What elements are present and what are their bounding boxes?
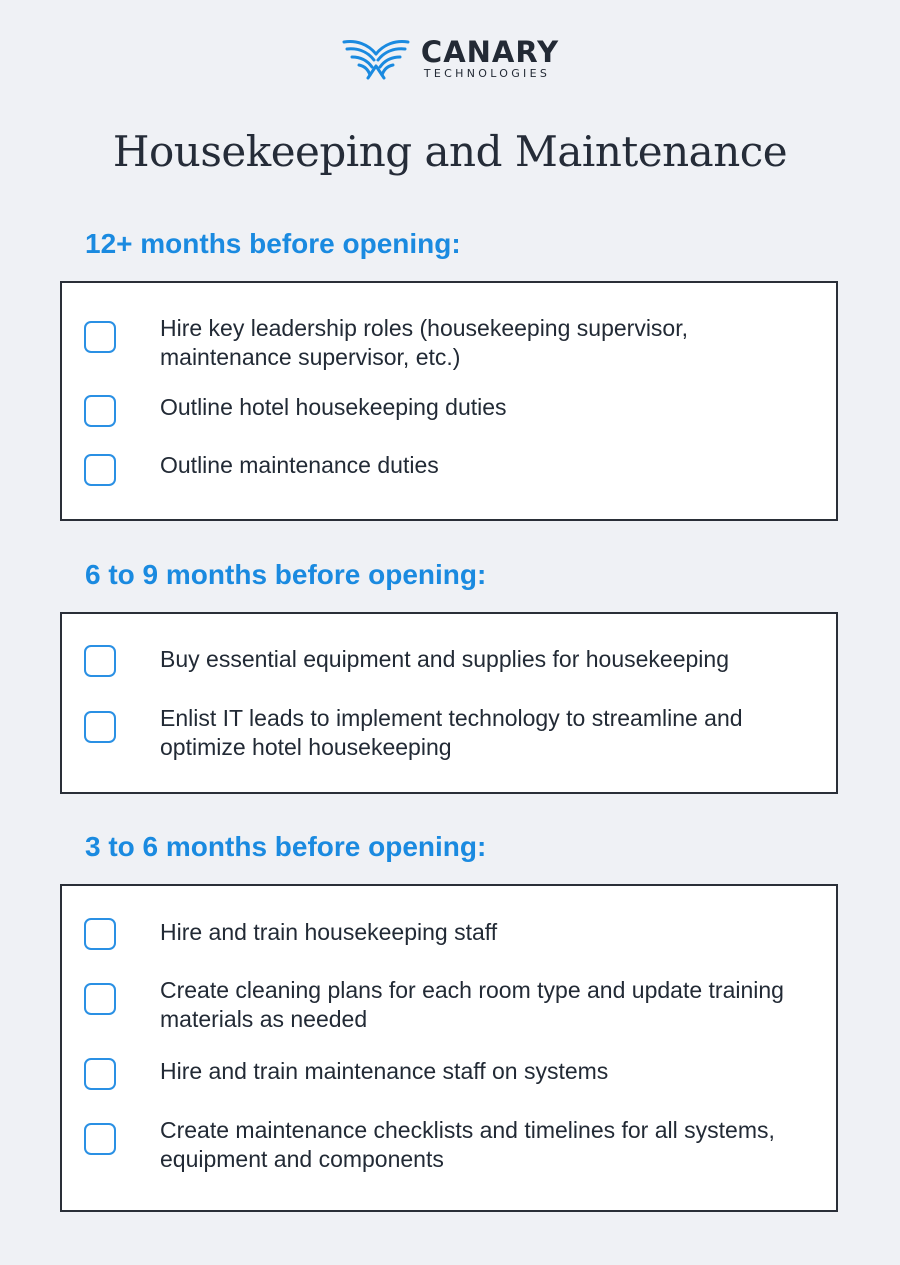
section-heading-6-to-9-months: 6 to 9 months before opening: — [85, 559, 487, 590]
brand-wordmark — [420, 34, 560, 80]
checklist-item-label: Hire and train maintenance staff on systems — [160, 1058, 609, 1084]
checklist-item-label: Hire and train housekeeping staff — [160, 919, 498, 945]
checkbox[interactable] — [84, 454, 116, 486]
checkbox[interactable] — [84, 1058, 116, 1090]
brand-logo — [0, 36, 900, 80]
checkbox[interactable] — [84, 395, 116, 427]
section-heading-12-months: 12+ months before opening: — [85, 228, 461, 259]
section-heading-3-to-6-months: 3 to 6 months before opening: — [85, 831, 487, 862]
checklist-card-6-to-9-months — [60, 612, 838, 794]
checkbox[interactable] — [84, 711, 116, 743]
checklist-item-label: Outline maintenance duties — [160, 452, 439, 478]
checklist-card-3-to-6-months — [60, 884, 838, 1212]
checklist-item-label: Hire key leadership roles (housekeeping supervisor, maintenance supervisor, etc.) — [160, 315, 689, 370]
checklist-item-label: Create maintenance checklists and timelines for all systems, equipment and components — [160, 1117, 775, 1172]
canary-wing-icon — [341, 36, 411, 80]
checkbox[interactable] — [84, 983, 116, 1015]
checkbox[interactable] — [84, 321, 116, 353]
checklist-item-label: Enlist IT leads to implement technology to streamline and optimize hotel housekeeping — [160, 705, 743, 760]
brand-subtitle: TECHNOLOGIES — [423, 66, 551, 80]
checkbox[interactable] — [84, 918, 116, 950]
checklist-item-label: Create cleaning plans for each room type and update training materials as needed — [160, 977, 784, 1032]
checkbox[interactable] — [84, 1123, 116, 1155]
checklist-item-label: Outline hotel housekeeping duties — [160, 394, 507, 420]
checklist-card-12-months — [60, 281, 838, 521]
checkbox[interactable] — [84, 645, 116, 677]
checklist-item-label: Buy essential equipment and supplies for housekeeping — [160, 646, 729, 672]
page-title: Housekeeping and Maintenance — [112, 127, 788, 176]
brand-name: CANARY — [420, 34, 560, 69]
